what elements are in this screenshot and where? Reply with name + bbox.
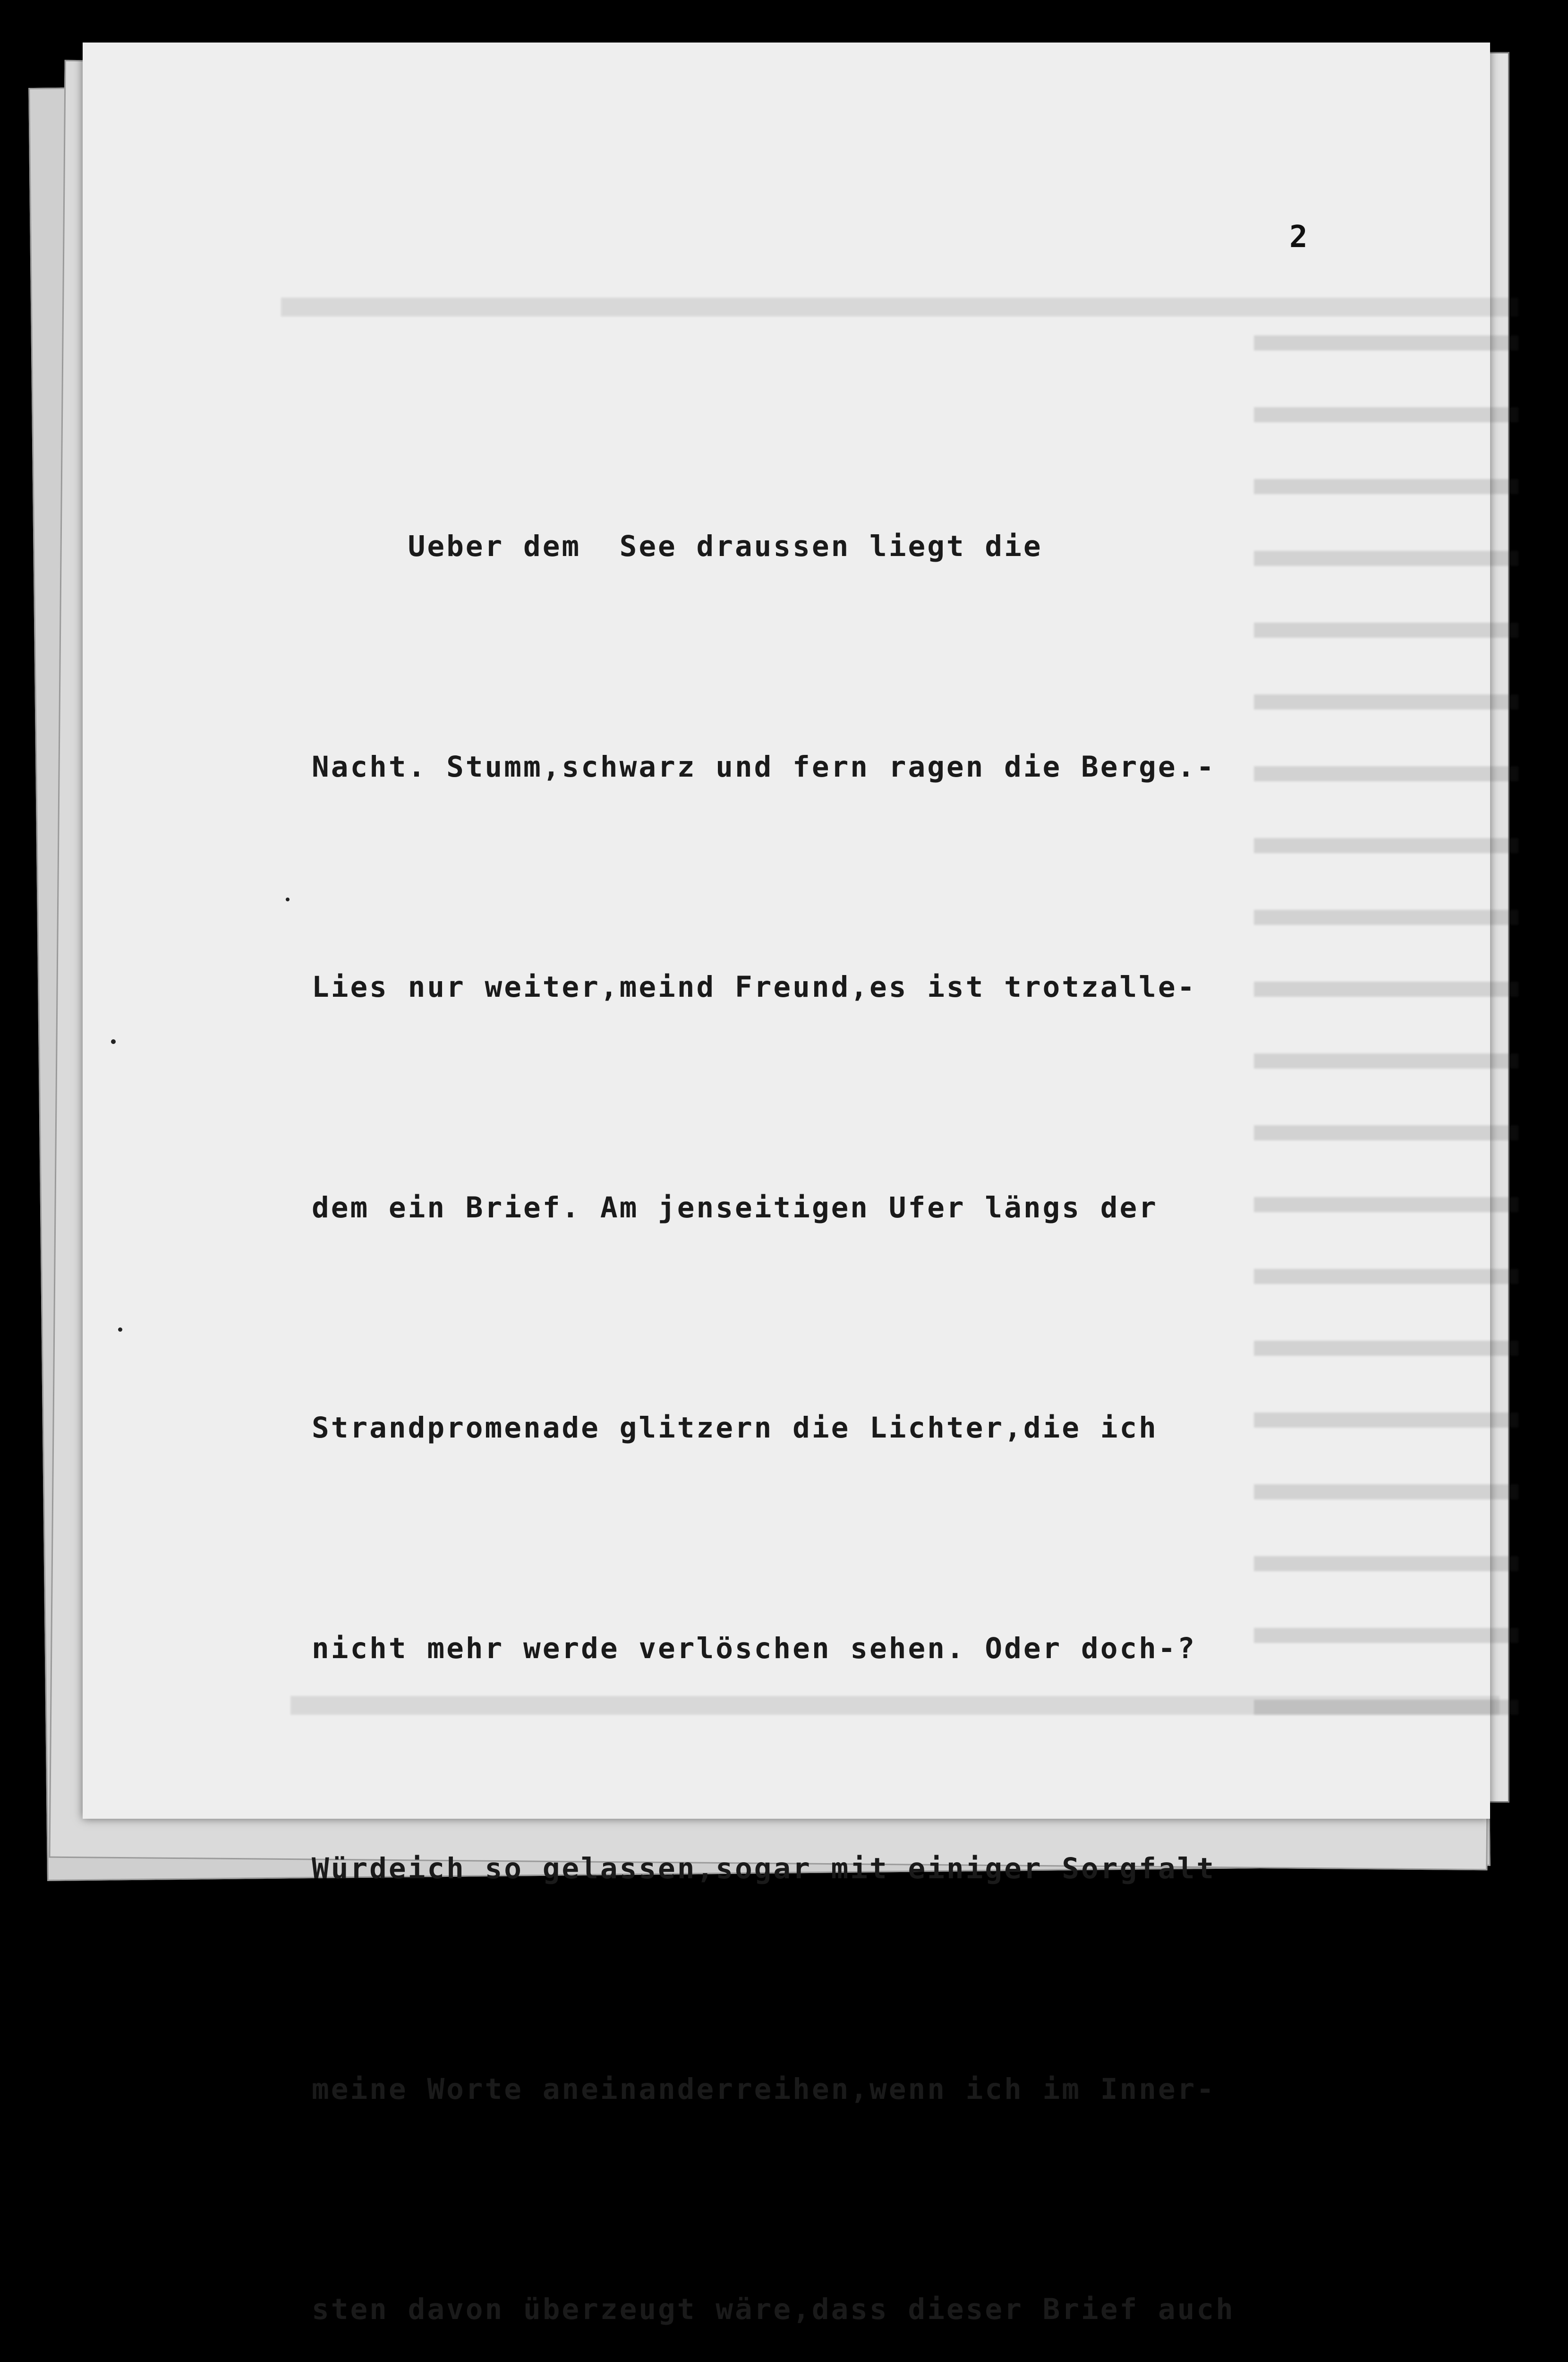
ink-speck — [111, 1039, 116, 1044]
text-line: Ueber dem See draussen liegt die — [312, 530, 1043, 563]
text-line: Lies nur weiter,meind Freund,es ist trotzalle- — [312, 970, 1197, 1004]
letter-body — [312, 363, 1492, 2362]
ink-speck — [286, 898, 290, 901]
text-line: sten davon überzeugt wäre,dass dieser Brief auch — [312, 2293, 1235, 2326]
ink-speck — [118, 1327, 122, 1332]
text-line: dem ein Brief. Am jenseitigen Ufer längs der — [312, 1190, 1158, 1224]
text-line: Nacht. Stumm,schwarz und fern ragen die Berge.- — [312, 750, 1216, 784]
text-line: Strandpromenade glitzern die Lichter,die ich — [312, 1411, 1158, 1445]
text-line: Würdeich so gelassen,sogar mit einiger Sorgfalt — [312, 1852, 1216, 1885]
page-number: 2 — [1289, 220, 1308, 255]
text-line: meine Worte aneinanderreihen,wenn ich im Inner- — [312, 2072, 1216, 2106]
text-line: nicht mehr werde verlöschen sehen. Oder doch-? — [312, 1631, 1197, 1665]
